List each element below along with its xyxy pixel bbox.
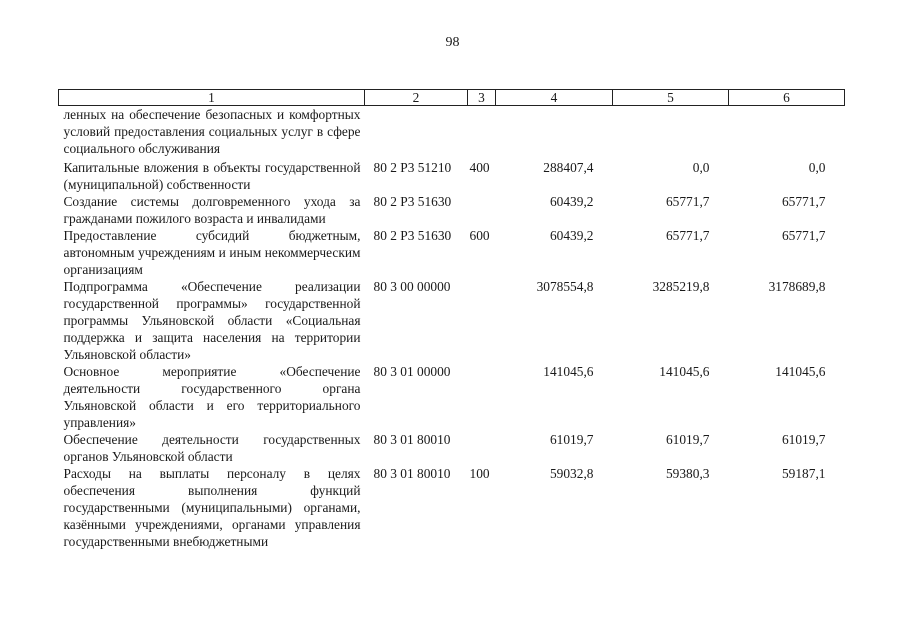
table-row — [59, 431, 845, 465]
row-value-3: 3178689,8 — [768, 279, 826, 294]
row-value-3: 65771,7 — [781, 194, 826, 209]
row-value-3: 0,0 — [808, 160, 826, 175]
header-col-1: 1 — [59, 90, 365, 106]
row-code: 80 2 Р3 51630 — [373, 194, 452, 209]
page-number: 98 — [445, 35, 460, 50]
row-code: 80 3 01 80010 — [373, 432, 451, 447]
row-vr — [468, 363, 496, 431]
row-vr: 400 — [469, 160, 490, 175]
row-value-3: 61019,7 — [781, 432, 826, 447]
row-name: Предоставление субсидий бюджетным, автономным учреждениям и иным некоммерческим организациям — [63, 228, 361, 277]
row-name: Обеспечение деятельности государственных органов Ульяновской области — [63, 432, 361, 464]
row-value-3: 65771,7 — [781, 228, 826, 243]
row-code — [365, 106, 468, 158]
table-row — [59, 157, 845, 193]
row-value-2: 65771,7 — [665, 228, 710, 243]
row-value-1: 3078554,8 — [536, 279, 594, 294]
header-col-2: 2 — [365, 90, 468, 106]
row-vr: 100 — [469, 466, 490, 481]
row-value-3: 141045,6 — [775, 364, 826, 379]
row-value-2: 0,0 — [692, 160, 710, 175]
row-value-1: 60439,2 — [549, 228, 594, 243]
row-value-2: 65771,7 — [665, 194, 710, 209]
row-vr: 600 — [469, 228, 490, 243]
table-row — [59, 227, 845, 278]
row-value-2: 59380,3 — [665, 466, 710, 481]
row-value-3: 59187,1 — [781, 466, 826, 481]
row-vr — [468, 278, 496, 363]
row-value-1: 61019,7 — [549, 432, 594, 447]
row-value-2 — [613, 106, 729, 158]
row-code: 80 2 Р3 51210 — [373, 160, 452, 175]
row-code: 80 2 Р3 51630 — [373, 228, 452, 243]
table-header-row — [59, 90, 845, 106]
row-value-3 — [729, 106, 845, 158]
row-value-1: 141045,6 — [543, 364, 594, 379]
row-value-2: 141045,6 — [659, 364, 710, 379]
row-value-1: 288407,4 — [543, 160, 594, 175]
row-name: Подпрограмма «Обеспечение реализации государственной программы» государственной программы Ульяновской области «Социальная поддержка и защита населения на территории Ульяновской области» — [63, 279, 361, 362]
row-name: Капитальные вложения в объекты государственной (муниципальной) собственности — [63, 160, 361, 192]
header-col-5: 5 — [613, 90, 729, 106]
table-row — [59, 106, 845, 158]
budget-table — [58, 89, 845, 550]
table-row — [59, 193, 845, 227]
header-col-4: 4 — [496, 90, 613, 106]
row-value-2: 3285219,8 — [652, 279, 710, 294]
table-row — [59, 278, 845, 363]
row-code: 80 3 01 00000 — [373, 364, 451, 379]
table-row — [59, 465, 845, 550]
header-col-6: 6 — [729, 90, 845, 106]
row-vr — [468, 431, 496, 465]
row-code: 80 3 00 00000 — [373, 279, 451, 294]
row-value-1: 60439,2 — [549, 194, 594, 209]
row-name: ленных на обеспечение безопасных и комфортных условий предоставления социальных услуг в сфере социального обслуживания — [63, 107, 361, 156]
row-name: Основное мероприятие «Обеспечение деятельности государственного органа Ульяновской области и его территориального управления» — [63, 364, 361, 430]
row-code: 80 3 01 80010 — [373, 466, 451, 481]
row-name: Создание системы долговременного ухода за гражданами пожилого возраста и инвалидами — [63, 194, 361, 226]
row-value-1 — [496, 106, 613, 158]
row-vr — [468, 193, 496, 227]
row-vr — [468, 106, 496, 158]
table-row — [59, 363, 845, 431]
header-col-3: 3 — [468, 90, 496, 106]
row-value-2: 61019,7 — [665, 432, 710, 447]
row-name: Расходы на выплаты персоналу в целях обеспечения выполнения функций государственными (муниципальными) органами, казёнными учреждениями, органами управления государственными внебюджетными — [63, 466, 361, 549]
row-value-1: 59032,8 — [549, 466, 594, 481]
